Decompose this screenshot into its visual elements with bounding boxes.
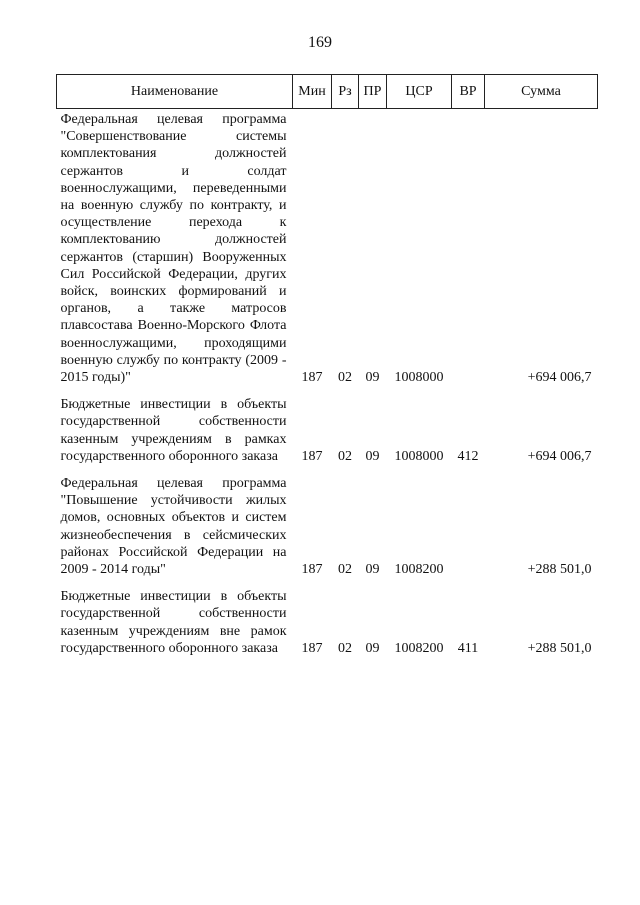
table-row — [57, 109, 598, 387]
table-row — [57, 578, 598, 657]
header-row — [57, 75, 598, 109]
row-name: Федеральная целевая программа "Повышение устойчивости жилых домов, основных объектов и систем жизнеобеспечения в сейсмических районах Российской Федерации на 2009 - 2014 годы" — [60, 476, 287, 578]
header-name: Наименование — [57, 75, 293, 109]
row-rz: 02 — [338, 562, 352, 578]
row-csr: 1008200 — [394, 562, 444, 578]
row-rz: 02 — [338, 448, 352, 464]
row-rz: 02 — [338, 370, 352, 386]
row-vr: 411 — [457, 640, 479, 656]
row-min: 187 — [301, 448, 323, 464]
row-min: 187 — [301, 370, 323, 386]
table-row — [57, 465, 598, 578]
row-vr — [452, 109, 485, 387]
row-sum: +288 501,0 — [527, 562, 592, 578]
row-rz: 02 — [338, 640, 352, 656]
row-csr: 1008000 — [394, 448, 444, 464]
row-sum: +694 006,7 — [527, 448, 592, 464]
header-vr: ВР — [452, 75, 485, 109]
budget-table — [56, 74, 598, 657]
row-sum: +288 501,0 — [527, 640, 592, 656]
row-name: Бюджетные инвестиции в объекты государственной собственности казенным учреждениям вне рамок государственного оборонного заказа — [60, 589, 287, 656]
header-pr: ПР — [359, 75, 387, 109]
row-csr: 1008000 — [394, 370, 444, 386]
row-csr: 1008200 — [394, 640, 444, 656]
page-number: 169 — [308, 34, 332, 51]
row-min: 187 — [301, 562, 323, 578]
row-pr: 09 — [365, 562, 380, 578]
header-csr: ЦСР — [387, 75, 452, 109]
row-min: 187 — [301, 640, 323, 656]
row-sum: +694 006,7 — [527, 370, 592, 386]
row-vr — [452, 465, 485, 578]
header-min: Мин — [293, 75, 332, 109]
table-header — [57, 75, 598, 109]
row-vr: 412 — [457, 448, 479, 464]
header-rz: Рз — [332, 75, 359, 109]
row-name: Бюджетные инвестиции в объекты государственной собственности казенным учреждениям в рамках государственного оборонного заказа — [60, 397, 287, 464]
header-sum: Сумма — [485, 75, 598, 109]
row-name: Федеральная целевая программа "Совершенствование системы комплектования должностей сержантов и солдат военнослужащими, переведенными на военную службу по контракту, и осуществление перехода к комплектованию должностей сержантов (старшин) Вооруженных Сил Российской Федерации, других войск, воинских формирований и органов, а также матросов плавсостава Военно-Морского Флота военнослужащими, проходящими военную службу по контракту (2009 - 2015 годы)" — [60, 112, 287, 386]
row-pr: 09 — [365, 448, 380, 464]
table-row — [57, 386, 598, 465]
table-body — [57, 109, 598, 658]
row-pr: 09 — [365, 370, 380, 386]
row-pr: 09 — [365, 640, 380, 656]
